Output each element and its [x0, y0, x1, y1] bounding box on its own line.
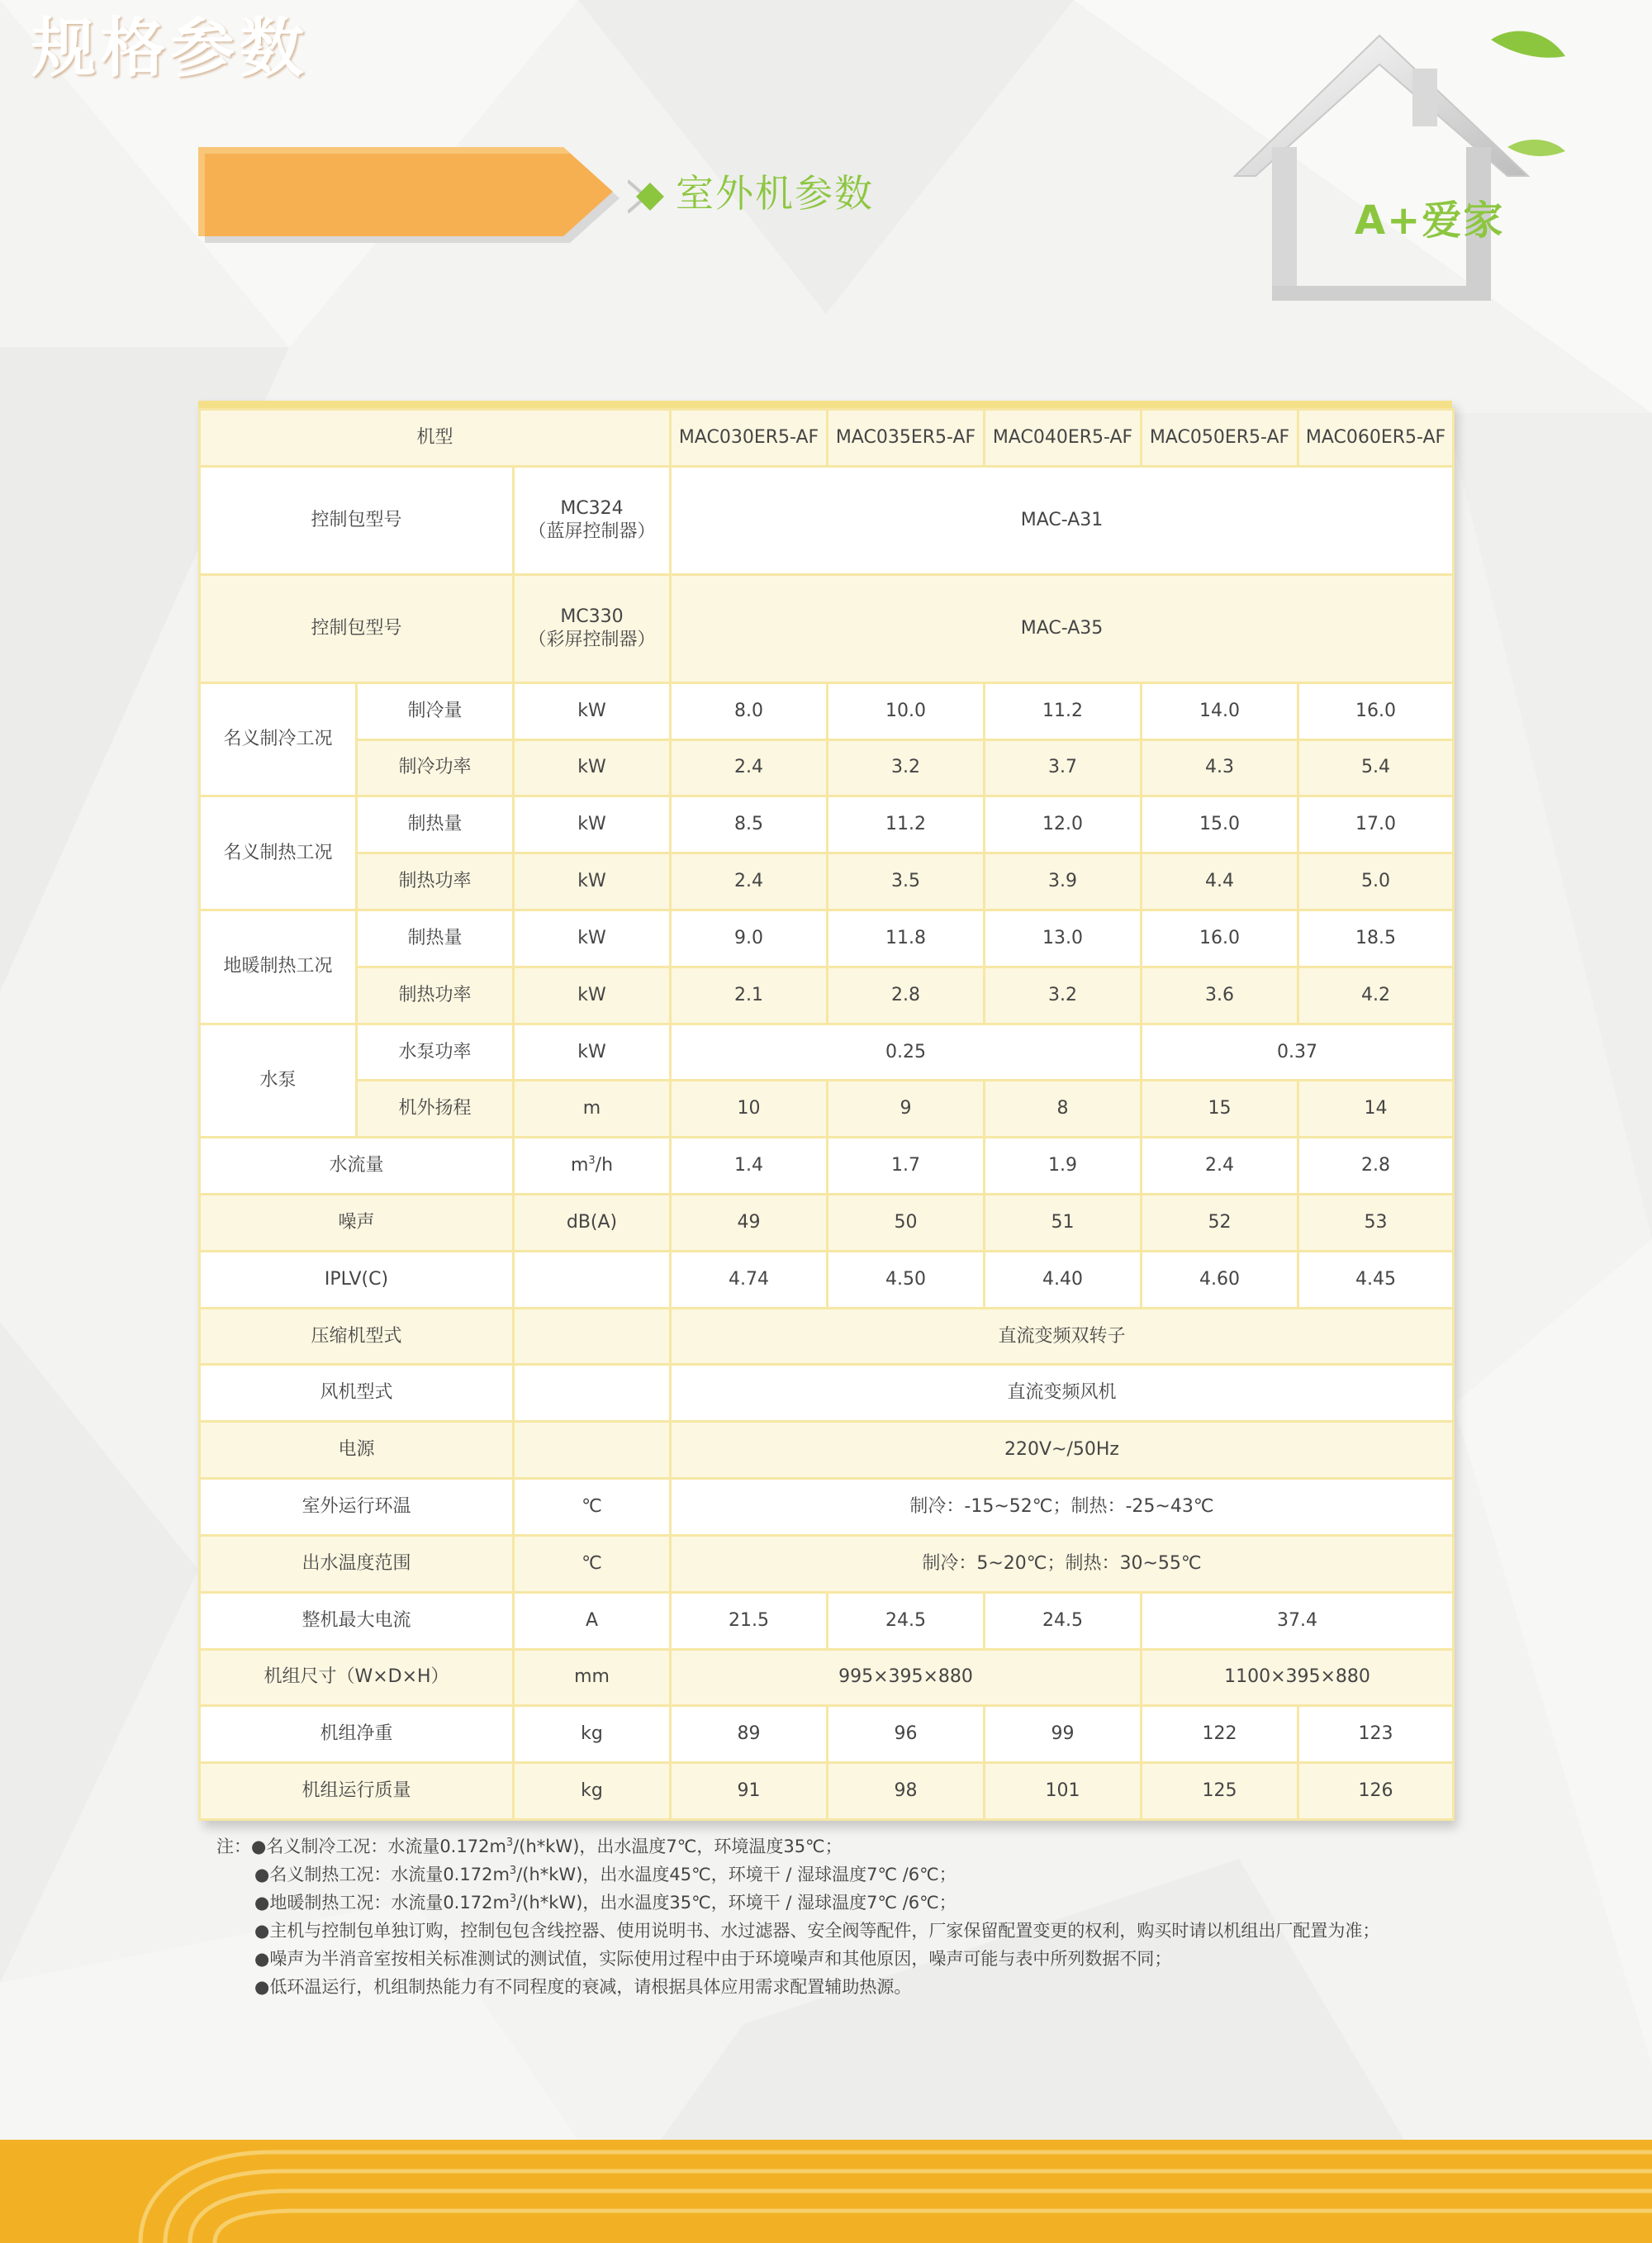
- cell-value: 4.4: [1142, 853, 1298, 910]
- cell-value: 5.0: [1298, 853, 1454, 910]
- cell-value: 直流变频风机: [671, 1365, 1454, 1422]
- note-sup: 3: [509, 1893, 517, 1905]
- table-row-floor-capacity: [200, 910, 1454, 967]
- cell-unit: [514, 1308, 671, 1365]
- cell-value: 51: [985, 1195, 1142, 1252]
- cell-label: 机组净重: [200, 1706, 514, 1763]
- cell-label: 风机型式: [200, 1365, 514, 1422]
- cell-value: 17.0: [1298, 796, 1454, 853]
- cell-value: 24.5: [828, 1592, 985, 1649]
- table-row-ambient: [200, 1479, 1454, 1536]
- cell-value: 98: [828, 1763, 985, 1820]
- cell-label: 出水温度范围: [200, 1535, 514, 1592]
- cell-value: 18.5: [1298, 910, 1454, 967]
- cell-model: MAC035ER5-AF: [828, 410, 985, 467]
- cell-value: 8: [985, 1081, 1142, 1138]
- cell-unit: kg: [514, 1763, 671, 1820]
- cell-label: 制热量: [357, 796, 514, 853]
- cell-value: 制冷：5~20℃；制热：30~55℃: [671, 1535, 1454, 1592]
- cell-value: 2.4: [671, 739, 828, 796]
- table-row-cooling-power: [200, 739, 1454, 796]
- title-banner: [198, 144, 628, 245]
- cell-value: 13.0: [985, 910, 1142, 967]
- cell-value: 1.4: [671, 1138, 828, 1195]
- cell-label: IPLV(C): [200, 1251, 514, 1308]
- cell-label: 机外扬程: [357, 1081, 514, 1138]
- table-row-heating-capacity: [200, 796, 1454, 853]
- cell-value: 99: [985, 1706, 1142, 1763]
- cell-value: 1.7: [828, 1138, 985, 1195]
- cell-value: 3.7: [985, 739, 1142, 796]
- note-sup: 3: [509, 1865, 517, 1877]
- cell-value: 1100×395×880: [1142, 1649, 1454, 1706]
- house-logo-icon: [1218, 23, 1598, 308]
- cell-label: 制热量: [357, 910, 514, 967]
- cell-unit: mm: [514, 1649, 671, 1706]
- cell-value: 4.60: [1142, 1251, 1298, 1308]
- cell-model: MAC050ER5-AF: [1142, 410, 1298, 467]
- cell-label: 机组尺寸（W×D×H）: [200, 1649, 514, 1706]
- cell-unit: kW: [514, 1024, 671, 1081]
- cell-model: MAC040ER5-AF: [985, 410, 1142, 467]
- spec-table-container: [198, 401, 1452, 1821]
- cell-value: 2.8: [1298, 1138, 1454, 1195]
- cell-value: MAC-A31: [671, 466, 1454, 574]
- cell-label: 电源: [200, 1422, 514, 1479]
- cell-value: 53: [1298, 1195, 1454, 1252]
- note-line: ●主机与控制包单独订购，控制包包含线控器、使用说明书、水过滤器、安全阀等配件，厂家保留配置变更的权利，购买时请以机组出厂配置为准；: [254, 1921, 1380, 1941]
- cell-value: 995×395×880: [671, 1649, 1142, 1706]
- cell-unit: dB(A): [514, 1195, 671, 1252]
- cell-label: 压缩机型式: [200, 1308, 514, 1365]
- cell-value: 9.0: [671, 910, 828, 967]
- cell-value: 14.0: [1142, 682, 1298, 739]
- cell-unit: A: [514, 1592, 671, 1649]
- cell-unit: kW: [514, 682, 671, 739]
- cell-value: 4.74: [671, 1251, 828, 1308]
- note-text: /(h*kW)，出水温度7℃，环境温度35℃；: [513, 1837, 843, 1856]
- cell-value: 8.5: [671, 796, 828, 853]
- cell-label: 水流量: [200, 1138, 514, 1195]
- table-row-ctrl1: [200, 466, 1454, 574]
- note-line: ●噪声为半消音室按相关标准测试的测试值，实际使用过程中由于环境噪声和其他原因，噪声可能与表中所列数据不同；: [254, 1949, 1172, 1969]
- cell-unit: ℃: [514, 1479, 671, 1536]
- cell-value: 9: [828, 1081, 985, 1138]
- note-line: [216, 1889, 1379, 1917]
- cell-unit: kW: [514, 853, 671, 910]
- cell-value: MAC-A35: [671, 574, 1454, 682]
- cell-value: 89: [671, 1706, 828, 1763]
- cell-value: 123: [1298, 1706, 1454, 1763]
- cell-value: 3.5: [828, 853, 985, 910]
- unit-tail: /h: [595, 1155, 614, 1176]
- table-row-fan: [200, 1365, 1454, 1422]
- cell-model: MAC060ER5-AF: [1298, 410, 1454, 467]
- table-row-model: [200, 410, 1454, 467]
- cell-value: 50: [828, 1195, 985, 1252]
- cell-unit: [514, 466, 671, 574]
- cell-value: 21.5: [671, 1592, 828, 1649]
- cell-label: 制热功率: [357, 853, 514, 910]
- table-row-pump-head: [200, 1081, 1454, 1138]
- table-row-cooling-capacity: [200, 682, 1454, 739]
- table-row-water-flow: [200, 1138, 1454, 1195]
- cell-value: 0.37: [1142, 1024, 1454, 1081]
- note-text: ●地暖制热工况：水流量0.172m: [254, 1893, 510, 1913]
- table-row-compressor: [200, 1308, 1454, 1365]
- cell-value: 3.2: [985, 967, 1142, 1024]
- cell-unit: kW: [514, 739, 671, 796]
- note-text: /(h*kW)，出水温度35℃，环境干 / 湿球温度7℃ /6℃；: [516, 1893, 957, 1913]
- cell-value: 52: [1142, 1195, 1298, 1252]
- cell-value: 15.0: [1142, 796, 1298, 853]
- cell-label: 机型: [200, 410, 671, 467]
- unit-sup: 3: [588, 1154, 596, 1167]
- cell-value: 5.4: [1298, 739, 1454, 796]
- table-row-ctrl2: [200, 574, 1454, 682]
- table-row-pump-power: [200, 1024, 1454, 1081]
- table-row-noise: [200, 1195, 1454, 1252]
- note-line: ●低环温运行，机组制热能力有不同程度的衰减，请根据具体应用需求配置辅助热源。: [254, 1977, 912, 1997]
- cell-value: 0.25: [671, 1024, 1142, 1081]
- cell-value: 2.4: [1142, 1138, 1298, 1195]
- note-text: /(h*kW)，出水温度45℃，环境干 / 湿球温度7℃ /6℃；: [516, 1865, 957, 1884]
- table-row-iplv: [200, 1251, 1454, 1308]
- cell-unit: [514, 1138, 671, 1195]
- cell-value: 96: [828, 1706, 985, 1763]
- cell-value: 14: [1298, 1081, 1454, 1138]
- cell-value: 16.0: [1142, 910, 1298, 967]
- ctrl-model-note: （彩屏控制器）: [528, 629, 656, 650]
- ctrl-model: MC324: [560, 497, 624, 519]
- cell-label: 控制包型号: [200, 574, 514, 682]
- cell-value: 4.40: [985, 1251, 1142, 1308]
- cell-unit: kW: [514, 967, 671, 1024]
- cell-value: 49: [671, 1195, 828, 1252]
- cell-group: 名义制冷工况: [200, 682, 357, 796]
- table-row-dimensions: [200, 1649, 1454, 1706]
- page-subtitle: 室外机参数: [676, 171, 874, 216]
- cell-unit: [514, 1251, 671, 1308]
- diamond-icon: [628, 176, 672, 217]
- cell-label: 室外运行环温: [200, 1479, 514, 1536]
- cell-label: 整机最大电流: [200, 1592, 514, 1649]
- cell-label: 制热功率: [357, 967, 514, 1024]
- note-text: ●名义制冷工况：水流量0.172m: [251, 1837, 506, 1856]
- note-line: [216, 1860, 1379, 1889]
- cell-value: 11.2: [828, 796, 985, 853]
- cell-value: 220V~/50Hz: [671, 1422, 1454, 1479]
- cell-model: MAC030ER5-AF: [671, 410, 828, 467]
- cell-group: 名义制热工况: [200, 796, 357, 910]
- spec-table: [198, 408, 1455, 1821]
- cell-value: 125: [1142, 1763, 1298, 1820]
- cell-value: 24.5: [985, 1592, 1142, 1649]
- cell-value: 3.6: [1142, 967, 1298, 1024]
- cell-unit: kW: [514, 910, 671, 967]
- cell-unit: ℃: [514, 1535, 671, 1592]
- table-row-operating-weight: [200, 1763, 1454, 1820]
- unit-base: m: [570, 1155, 589, 1176]
- cell-unit: [514, 1365, 671, 1422]
- cell-value: 10: [671, 1081, 828, 1138]
- cell-value: 4.50: [828, 1251, 985, 1308]
- cell-value: 1.9: [985, 1138, 1142, 1195]
- ctrl-model: MC330: [560, 606, 624, 627]
- cell-group: 水泵: [200, 1024, 357, 1138]
- cell-value: 11.2: [985, 682, 1142, 739]
- cell-value: 3.2: [828, 739, 985, 796]
- cell-unit: [514, 574, 671, 682]
- ctrl-model-note: （蓝屏控制器）: [528, 520, 656, 542]
- cell-label: 制冷量: [357, 682, 514, 739]
- cell-unit: kg: [514, 1706, 671, 1763]
- cell-value: 3.9: [985, 853, 1142, 910]
- note-line: [216, 1832, 1379, 1860]
- table-row-floor-power: [200, 967, 1454, 1024]
- cell-value: 2.4: [671, 853, 828, 910]
- footer-band: [0, 2140, 1652, 2243]
- cell-value: 8.0: [671, 682, 828, 739]
- cell-value: 4.45: [1298, 1251, 1454, 1308]
- cell-value: 37.4: [1142, 1592, 1454, 1649]
- logo-text: A+爱家: [1355, 197, 1505, 244]
- cell-group: 地暖制热工况: [200, 910, 357, 1024]
- cell-value: 101: [985, 1763, 1142, 1820]
- cell-unit: m: [514, 1081, 671, 1138]
- table-row-max-current: [200, 1592, 1454, 1649]
- cell-value: 126: [1298, 1763, 1454, 1820]
- cell-label: 控制包型号: [200, 466, 514, 574]
- note-sup: 3: [506, 1837, 514, 1849]
- cell-label: 水泵功率: [357, 1024, 514, 1081]
- cell-value: 制冷：-15~52℃；制热：-25~43℃: [671, 1479, 1454, 1536]
- cell-label: 制冷功率: [357, 739, 514, 796]
- table-row-net-weight: [200, 1706, 1454, 1763]
- cell-value: 11.8: [828, 910, 985, 967]
- notes-prefix: 注：: [216, 1837, 251, 1856]
- cell-unit: [514, 1422, 671, 1479]
- cell-value: 直流变频双转子: [671, 1308, 1454, 1365]
- cell-value: 2.1: [671, 967, 828, 1024]
- note-text: ●名义制热工况：水流量0.172m: [254, 1865, 510, 1884]
- cell-value: 4.2: [1298, 967, 1454, 1024]
- cell-value: 4.3: [1142, 739, 1298, 796]
- page-title: 规格参数: [31, 12, 310, 86]
- cell-value: 16.0: [1298, 682, 1454, 739]
- cell-value: 12.0: [985, 796, 1142, 853]
- cell-value: 91: [671, 1763, 828, 1820]
- cell-label: 噪声: [200, 1195, 514, 1252]
- notes: [216, 1832, 1379, 2001]
- cell-value: 10.0: [828, 682, 985, 739]
- table-row-outlet-temp: [200, 1535, 1454, 1592]
- table-row-heating-power: [200, 853, 1454, 910]
- cell-unit: kW: [514, 796, 671, 853]
- cell-value: 2.8: [828, 967, 985, 1024]
- cell-label: 机组运行质量: [200, 1763, 514, 1820]
- cell-value: 15: [1142, 1081, 1298, 1138]
- table-row-power-supply: [200, 1422, 1454, 1479]
- cell-value: 122: [1142, 1706, 1298, 1763]
